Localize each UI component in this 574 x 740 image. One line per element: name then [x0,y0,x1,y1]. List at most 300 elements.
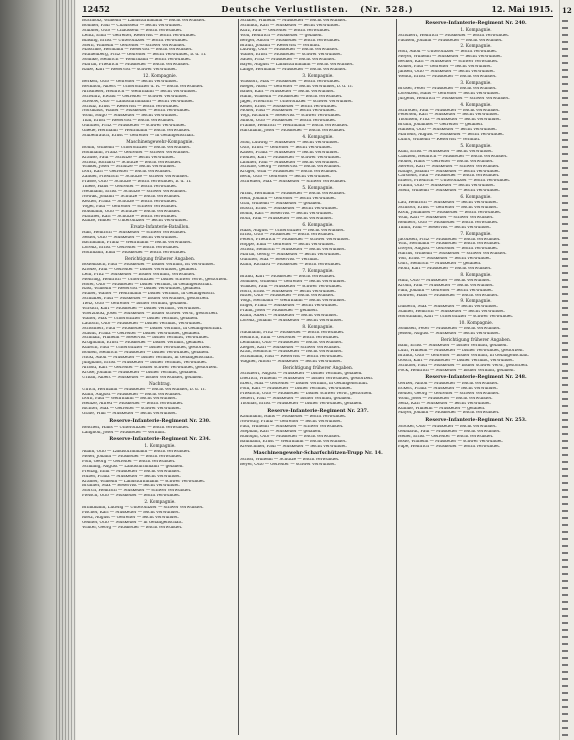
adjacent-text-fragment [562,111,568,113]
casualty-entry: Mayer, Johann — Musketier — leicht verwundet. [398,411,500,416]
casualty-entry: Berger, Anton — Musketier — leicht verwundet. [240,38,341,43]
casualty-entry: Kurz, Paul — Gefreiter — leicht verwundet. [240,28,331,33]
casualty-entry: Richter, Max — Gefreiter — schwer verwundet. [82,407,181,412]
casualty-entry: Vogt, Richard — Reservist — schwer verwundet. [240,114,342,119]
casualty-entry: Geißler, Otto — Musketier — in Gefangenschaft. [82,520,183,525]
casualty-entry: Jacobsen, Fritz — Musketier — leicht verwundet. [398,237,501,242]
adjacent-text-fragment [562,727,568,729]
casualty-entry: Neumann, Ernst — Schütze — schwer verwundet. [82,190,187,194]
casualty-entry: Wolf, Heinrich — Musketier — gefallen. [240,33,323,38]
company-heading: 3. Kompagnie. [460,80,492,86]
adjacent-text-fragment [562,391,568,393]
adjacent-text-fragment [562,321,568,323]
casualty-entry: Hansen, Otto — Musketier — leicht verwundet. [398,128,497,133]
casualty-entry: Zander, Friedrich — Schütze — schwer verwundet. [82,175,189,180]
casualty-entry: Storch, Heinrich — Musketier — schwer verwundet. [82,489,192,494]
casualty-entry: Jürgens, Heinrich — Musketier — schwer verwundet. [398,96,510,101]
casualty-entry: Tietz, Otto — Gefreiter — bisher vermißt, gefallen. [82,302,188,307]
casualty-entry: Kettler, Franz — Schütze — leicht verwundet. [82,199,178,204]
adjacent-text-fragment [562,608,568,610]
casualty-entry: Wendt, Ernst — Musketier — leicht verwundet. [398,74,497,79]
casualty-entry: Lentz, Emil — Gefreiter, Reservist — leicht verwundet. [82,33,197,38]
adjacent-text-fragment [562,566,568,568]
casualty-entry: Rieger, Adolf — Gefreiter — leicht verwundet, b. d. Tr. [240,84,353,89]
adjacent-text-fragment [562,146,568,148]
casualty-entry: Engel, Franz — Musketier — leicht verwundet. [240,304,338,309]
adjacent-text-fragment [562,377,568,379]
casualty-entry: Wolff, Josef — Musketier — leicht verwundet. [398,396,493,401]
adjacent-text-fragment [562,573,568,575]
casualty-entry: Reuter, Georg — Gefreiter — schwer verwundet. [398,391,500,396]
adjacent-text-fragment [562,692,568,694]
casualty-entry: Wulf, Karl — Musketier — schwer verwundet. [398,215,494,220]
casualty-entry: Sönksen, Peter — Musketier — leicht verwundet. [398,327,501,332]
casualty-entry: Pietsch, Otto — Musketier — leicht verwundet. [82,494,181,499]
casualty-entry: Reimers, Otto — Musketier — leicht verwundet. [398,220,499,225]
casualty-entry: Petersen, Karl — Musketier — leicht verwundet. [398,113,499,118]
adjacent-text-fragment [562,293,568,295]
adjacent-text-fragment [562,720,568,722]
casualty-entry: Krüger, Willi — Musketier — leicht verwundet. [240,170,338,175]
casualty-entry: Kühl, Ernst — Musketier — leicht verwundet. [398,149,493,154]
adjacent-text-fragment [562,223,568,225]
adjacent-text-fragment [562,468,568,470]
casualty-entry: Ludwig, Otto — Musketier — leicht verwundet. [240,48,339,53]
adjacent-text-fragment [562,174,568,176]
casualty-entry: Staudt, Franz — Gefreiter — bisher verwundet, gefallen. [82,331,201,336]
casualty-entry: Adam, Otto — Landsturmmann — leicht verwundet. [82,450,191,455]
adjacent-text-fragment [562,531,568,533]
casualty-entry: Claußen, Heinrich — Musketier — leicht verwundet. [398,154,508,159]
casualty-entry: Rudolph, Otto — Musketier — leicht verwundet. [240,434,341,439]
casualty-entry: Hinz, Otto — Musketier — leicht verwundet. [398,278,491,283]
company-heading: 1. Kompagnie. [144,444,176,450]
adjacent-text-fragment [562,706,568,708]
casualty-entry: Heinrich, Emil — Gefreiter — leicht verwundet. [240,335,340,340]
casualty-entry: Rietz, August — Gefreiter — leicht verwundet. [82,515,179,520]
casualty-entry: Walter, Ernst — Musketier — schwer verwundet. [240,53,342,58]
casualty-entry: Reckhoff, Albert — Unteroffizier d. R. — leicht verwundet. [82,84,204,89]
adjacent-text-fragment [562,405,568,407]
casualty-entry: Frahm, Otto — Musketier — leicht verwundet. [398,184,495,189]
regiment-heading: Reserve-Infanterie-Regiment Nr. 230. [109,418,211,425]
adjacent-text-fragment [562,398,568,400]
casualty-entry: Prasse, Otto — Schütze — leicht verwundet, b. d. Tr. [82,180,192,185]
regiment-heading: Reserve-Infanterie-Regiment Nr. 240. [425,20,527,26]
company-heading: 5. Kompagnie. [302,186,334,192]
company-heading: Nachtrag. [149,381,171,387]
casualty-entry: Schönherr, Paul — Musketier — bisher vermißt, in Gefangenschaft. [82,326,223,331]
casualty-entry: Lorenz, Johann — Musketier — leicht verwundet. [240,318,343,323]
casualty-entry: Stephan, Karl — Musketier — gefallen. [240,429,322,434]
adjacent-text-fragment [562,20,568,22]
adjacent-text-fragment [562,587,568,589]
casualty-entry: Meyer, Wilhelm — Musketier — leicht verwundet. [398,55,502,60]
column-divider [396,19,397,735]
adjacent-text-fragment [562,272,568,274]
column-1 [82,19,238,735]
adjacent-text-fragment [562,685,568,687]
casualty-entry: Lorenzen, Hans — Gefreiter — leicht verwundet. [398,91,500,96]
casualty-entry: Harms, Wilhelm — Musketier — schwer verwundet. [398,252,507,257]
regiment-heading: Maschinengewehr-Scharfschützen-Trupp Nr. 14. [253,450,383,457]
company-heading: 2. Kompagnie. [460,44,492,50]
adjacent-text-fragment [562,699,568,701]
casualty-entry: Bachmann, Franz — Wehrmann — leicht verwundet. [82,241,192,246]
casualty-entry: Lorenz, Ernst — Gefreiter — leicht verwundet. [82,246,180,251]
adjacent-text-fragment [562,510,568,512]
adjacent-text-fragment [562,342,568,344]
adjacent-text-fragment [562,209,568,211]
casualty-entry: Busch, Ernst — Musketier — leicht verwundet. [240,206,338,211]
casualty-entry: Bauer, Karl — Musketier — leicht verwundet. [240,89,335,94]
adjacent-text-fragment [562,664,568,666]
casualty-entry: Urban, Albert — Musketier — bisher verwundet, gefallen. [82,375,203,380]
company-heading: 8. Kompagnie. [302,324,334,330]
adjacent-text-fragment [562,76,568,78]
casualty-entry: Kühn, Albert — Musketier — leicht verwundet. [240,314,338,319]
casualty-entry: Kunze, Walter — Unteroffizier — leicht verwundet. [82,219,188,224]
adjacent-text-fragment [562,48,568,50]
casualty-entry: Thal, Ernst — Reservist — leicht verwundet. [82,119,175,124]
casualty-entry: Fock, Heinrich — Musketier — bisher vermißt, gefallen. [398,368,515,373]
casualty-entry: Ohrt, Heinrich — Musketier — gefallen. [398,262,482,267]
casualty-entry: Paul, Wilhelm — Musketier — schwer verwundet. [240,424,344,429]
casualty-entry: Bayer, August — Landsturmmann — leicht verwundet. [240,63,354,68]
casualty-entry: Graf, Wilhelm — Musketier — gefallen. [240,201,322,206]
casualty-entry: Bohlen, Heinrich — Musketier — bisher verwundet, gefallen. [82,351,210,356]
casualty-entry: Schilling, August — Landsturmmann — gefallen. [82,464,184,469]
casualty-entry: Brinkmann, Ludwig — Unteroffizier — schwer verwundet. [82,506,204,511]
casualty-entry: Dreyer, August — Gefreiter — leicht verwundet. [398,247,499,252]
adjacent-page-number: 12 [562,6,572,15]
casualty-entry: Roth, Paul — Musketier — leicht verwundet. [240,216,333,221]
casualty-entry: Rabe, Karl — Reservist — schwer verwundet. [82,68,177,73]
adjacent-text-fragment [562,27,568,29]
casualty-entry: Grafe, Willi — Musketier — leicht verwundet. [82,412,177,417]
adjacent-text-fragment [562,258,568,260]
casualty-entry: Nickl, Adolf — Musketier — bisher vermißt, in Gefangenschaft. [82,356,214,361]
issue-date: 12. Mai 1915. [491,4,553,14]
casualty-entry: Müller, Walter — Wehrmann — bisher vermißt, in Gefangensch. [82,292,215,297]
adjacent-text-fragment [562,734,568,736]
casualty-entry: Wilsdorf, Max — Musketier — leicht verwundet. [240,79,341,84]
casualty-entry: Arnold, Karl — Gefreiter — bisher schwer verwundet, gestorben. [82,365,218,370]
regiment-heading: Reserve-Infanterie-Regiment Nr. 253. [425,417,527,424]
casualty-entry: Schnabel, Paul — Musketier — bisher verwundet, gestorben. [82,297,210,302]
casualty-entry: Böhm, Karl — Reservist — leicht verwundet. [240,211,333,216]
company-heading: Berichtigung früherer Angaben. [282,366,354,372]
adjacent-text-fragment [562,629,568,631]
casualty-entry: Lautsch, Otto — Musketier — bisher vermißt, verwundet. [82,321,202,326]
casualty-entry: Lehmann, Otto — Musketier — leicht verwundet. [240,340,343,345]
casualty-entry: Horn, Ernst — Musketier — leicht verwundet. [240,289,336,294]
casualty-entry: Schulz, Ernst — Reservist — leicht verwundet. [82,104,180,109]
adjacent-text-fragment [562,370,568,372]
adjacent-text-fragment [562,559,568,561]
company-heading: 4. Kompagnie. [460,102,492,108]
adjacent-text-fragment [562,552,568,554]
casualty-entry: Lüth, Wilhelm — Musketier — bisher verwundet, gestorben. [398,348,524,353]
casualty-entry: Pohl, Karl — Musketier — bisher vermißt, verwundet. [240,386,353,391]
adjacent-text-fragment [562,384,568,386]
adjacent-text-fragment [562,356,568,358]
casualty-entry: Kock, Johannes — Musketier — leicht verwundet. [398,210,502,215]
casualty-entry: Kretschmer, Paul — Musketier — leicht verwundet. [240,444,347,449]
casualty-entry: Stamer, Heinrich — Musketier — leicht verwundet. [398,310,505,315]
casualty-entry: Krohn, Paul — Musketier — leicht verwundet. [398,283,494,288]
casualty-entry: Thiele, Hans — Gefreiter — leicht verwundet. [82,185,178,190]
adjacent-text-fragment [562,454,568,456]
casualty-entry: Winkel, Josef — Schütze — leicht verwundet. [82,165,176,170]
adjacent-text-fragment [562,97,568,99]
casualty-entry: Kuhn, Richard — Musketier — leicht verwundet. [240,262,342,267]
adjacent-text-fragment [562,118,568,120]
casualty-entry: Nowak, Johann — Schütze — leicht verwundet. [82,194,181,199]
company-heading: 10. Kompagnie. [458,321,494,327]
casualty-entry: Bodenbach, Paul — Musketier — bisher vermißt, ist verwundet. [82,262,215,267]
casualty-entry: Martin, Georg — Musketier — leicht verwundet. [240,253,341,258]
casualty-entry: Buchholz, Wilhelm — Landsturmmann — leicht verwundet. [82,19,206,23]
casualty-entry: Vogel, Paul — Gefreiter — schwer verwundet. [82,204,178,209]
adjacent-text-fragment [562,461,568,463]
casualty-entry: Peters, Friedrich — Musketier — schwer verwundet. [240,238,350,243]
casualty-entry: Eckert, Franz — Musketier — leicht verwundet. [398,386,498,391]
casualty-entry: Baumann, Ernst — Wehrmann — leicht verwundet. [240,439,347,444]
casualty-entry: Walter, Max — Unteroffizier — bisher vermißt, gefallen. [82,316,199,321]
regiment-heading: Reserve-Infanterie-Regiment Nr. 234. [109,436,211,443]
casualty-entry: Maschke, Hermann — Reservist — leicht verwundet. [82,48,193,53]
casualty-entry: Krugmann, Ernst — Musketier — bisher vermißt, gefallen. [82,341,205,346]
adjacent-text-fragment [562,412,568,414]
casualty-entry: Ernst, Otto — Musketier — leicht verwundet. [240,233,335,238]
adjacent-text-fragment [562,160,568,162]
casualty-entry: Thomas, Ernst — Musketier — bisher verwundet, gefallen. [240,401,363,406]
casualty-entry: Paulsen, Johann — Musketier — leicht verwundet. [398,38,503,43]
casualty-entry: Stubenrauch, Ernst — Gefreiter — in Gefangenschaft. [82,133,195,138]
casualty-entry: Heller, Ernst — Gefreiter — leicht verwundet. [398,434,494,439]
adjacent-text-fragment [562,713,568,715]
adjacent-text-fragment [562,440,568,442]
casualty-entry: Keller, Ernst — Musketier — leicht verwundet. [240,104,338,109]
casualty-entry: Berkelt, Otto — Gefreiter — leicht verwundet. [82,79,178,84]
adjacent-text-fragment [562,622,568,624]
casualty-entry: Hartmann, Josef — Musketier — leicht verwundet. [240,129,346,134]
company-heading: Ersatz-Infanterie-Bataillon. [130,225,190,231]
casualty-entry: Otto, Ernst — Gefreiter — leicht verwundet. [240,145,332,150]
casualty-entry: Nowotny, Franz — Gefreiter — leicht verwundet. [240,420,342,425]
casualty-entry: Winkler, Paul — Musketier — schwer verwundet. [240,284,343,289]
casualty-entry: Schubert, August — Musketier — bisher vermißt, gefallen. [240,372,363,377]
column-2 [240,19,396,735]
casualty-entry: Möller, Paul — Musketier — leicht verwundet. [240,109,337,114]
adjacent-text-fragment [562,307,568,309]
casualty-entry: Rathje, Johann — Musketier — leicht verwundet. [398,169,501,174]
casualty-entry: Schmalz, Wilhelm — Reservist — bisher vermißt, verwundet. [82,336,210,341]
casualty-entry: Ehlers, Friedrich — Unteroffizier — leicht verwundet. [398,179,511,184]
casualty-entry: Hoff, Adolf — Unteroffizier — leicht verwundet. [398,50,498,55]
adjacent-text-fragment [562,363,568,365]
casualty-entry: Wolff, Hugo — Musketier — leicht verwundet. [82,114,178,119]
company-heading: 7. Kompagnie. [460,231,492,237]
casualty-entry: Schäfer, Wilhelm — Musketier — leicht verwundet. [240,19,347,23]
casualty-entry: Rohwer, Hans — Musketier — leicht verwundet. [398,293,499,298]
adjacent-text-fragment [562,104,568,106]
adjacent-text-fragment [562,671,568,673]
adjacent-text-fragment [562,153,568,155]
casualty-entry: Gebhardt, Paul — Musketier — leicht verwundet. [398,429,501,434]
regiment-heading: Reserve-Infanterie-Regiment Nr. 248. [425,374,527,381]
casualty-entry: Ebert, Max — Gefreiter — bisher vermißt, in Gefangenschaft. [240,382,369,386]
adjacent-text-fragment [562,650,568,652]
adjacent-text-fragment [562,69,568,71]
adjacent-text-fragment [562,265,568,267]
casualty-entry: Junghans, Ernst — Musketier — bisher vermißt, verwundet. [82,361,208,365]
casualty-entry: Brandt, Otto — Gefreiter — bisher vermißt, in Gefangenschaft. [398,353,530,358]
adjacent-text-fragment [562,300,568,302]
adjacent-page-edge [559,0,574,740]
company-heading: 2. Kompagnie. [144,500,176,506]
adjacent-text-fragment [562,55,568,57]
company-heading: 4. Kompagnie. [302,134,334,140]
page-edges [56,0,76,740]
casualty-entry: Kruse, Johann — Musketier — bisher vermißt, gefallen. [82,370,198,375]
adjacent-text-fragment [562,538,568,540]
adjacent-text-fragment [562,489,568,491]
casualty-entry: Haas, August — Unteroffizier — leicht verwundet. [240,228,345,233]
casualty-entry: Günther, Max — Reservist — vermißt. [240,257,320,262]
casualty-entry: Jäger, Friedrich — Unteroffizier — schwer verwundet. [240,99,353,104]
adjacent-text-fragment [562,328,568,330]
casualty-entry: Langhoff, Josef — Musketier — vermißt. [82,430,166,435]
adjacent-text-fragment [562,41,568,43]
casualty-entry: Bahr, Ernst — Musketier — bisher vermißt, gefallen. [398,344,508,348]
casualty-entry: Simon, Otto — Musketier — leicht verwundet. [240,119,337,124]
header-rule [82,16,553,17]
casualty-entry: Gosch, Karl — Musketier — bisher vermißt, verwundet. [398,358,514,363]
casualty-entry: Stern, Wilhelm — Gefreiter — schwer verwundet. [82,43,186,48]
adjacent-text-fragment [562,643,568,645]
casualty-entry: Arndt, Hermann — Musketier — leicht verwundet. [240,192,346,197]
casualty-entry: Köhler, Paul — Gefreiter — leicht verwundet. [398,65,492,70]
adjacent-text-fragment [562,181,568,183]
adjacent-text-fragment [562,90,568,92]
column-3 [398,19,554,735]
casualty-entry: Hoppe, Emil — Gefreiter — leicht verwundet. [240,243,335,248]
casualty-entry: Kraft, Heinrich — Musketier — leicht verwundet. [240,350,343,355]
adjacent-text-fragment [562,195,568,197]
page-number: 12452 [82,4,110,14]
company-heading: 6. Kompagnie. [302,222,334,228]
casualty-entry: Schlüter, Paul — Musketier — bisher schwer verw., gestorben. [398,363,529,368]
casualty-entry: Frank, Josef — Musketier — gefallen. [240,309,318,314]
adjacent-text-fragment [562,615,568,617]
casualty-entry: Nordhaus, Walter — Musketier — leicht verwundet. [82,109,191,114]
casualty-entry: Brunner, Max — Reservist — leicht verwundet. [82,484,180,489]
casualty-entry: Schulte, Georg — Reservist — leicht verwundet. [240,165,341,170]
adjacent-text-fragment [562,419,568,421]
adjacent-text-fragment [562,202,568,204]
casualty-entry: Möller, Hans — Gefreiter — leicht verwundet. [398,159,494,164]
page-header [82,4,553,16]
company-heading: 9. Kompagnie. [460,299,492,305]
casualty-entry: Ulrich, Hermann — Musketier — leicht verwundet, b. d. Tr. [82,387,206,392]
regiment-heading: Reserve-Infanterie-Regiment Nr. 237. [267,407,369,414]
adjacent-text-fragment [562,349,568,351]
casualty-entry: Winter, Georg — Musketier — leicht verwundet. [82,525,183,530]
casualty-entry: Kuhnle, Wilhelm — Musketier — gefallen. [398,406,486,411]
casualty-entry: Stoll, Ludwig — Musketier — leicht verwundet. [240,140,339,145]
casualty-entry: Stehr, Wilhelm — Musketier — leicht verwundet. [398,189,500,194]
casualty-entry: Martens, August — Musketier — leicht verwundet. [398,133,505,138]
casualty-entry: Söhnke, Heinrich — Wehrmann — leicht verwundet. [82,58,192,63]
casualty-entry: Scholz, Richard — Schütze — leicht verwundet. [82,160,182,165]
adjacent-text-fragment [562,251,568,253]
casualty-entry: Schnoor, Ernst — Gefreiter — leicht verwundet. [398,205,498,210]
casualty-entry: Dibbern, Max — Musketier — leicht verwundet. [398,305,498,310]
casualty-entry: Thomsen, Fritz — Musketier — leicht verwundet. [398,118,501,123]
casualty-entry: Höfer, Otto — Musketier — bisher vermißt, in Gefangenschaft. [82,282,213,287]
casualty-entry: Schmidt, Karl — Musketier — leicht verwundet. [240,23,340,28]
casualty-entry: Schreiber, Max — Musketier — schwer verwundet. [240,180,347,185]
casualty-entry: Braun, Johann — Reservist — vermißt. [240,43,321,48]
newspaper-page [76,0,559,740]
casualty-entry: Reichelt, Hans — Unteroffizier — leicht verwundet. [82,425,190,430]
adjacent-text-fragment [562,678,568,680]
adjacent-text-fragment [562,503,568,505]
company-heading: Berichtigung früherer Angaben. [124,256,196,262]
casualty-entry: Brand, Karl — Musketier — leicht verwundet. [240,274,336,279]
company-heading: Maschinengewehr-Kompagnie. [126,139,194,145]
edition-number: (Nr. 528.) [360,4,414,14]
adjacent-text-fragment [562,279,568,281]
company-heading: 3. Kompagnie. [302,73,334,79]
casualty-entry: Bohm, Wilhelm — Unteroffizier — leicht verwundet. [82,145,191,150]
casualty-entry: Böhmer, Paul — Chausseur — leicht verwundet. [82,23,182,28]
adjacent-text-fragment [562,636,568,638]
casualty-entry: Horstmann, Karl — Unteroffizier — schwer verwundet. [398,315,514,320]
casualty-entry: Schön, Wilhelm — Schütze — leicht verwundet. [240,458,340,463]
casualty-entry: Jansen, Otto — Musketier — leicht verwundet. [398,70,495,75]
casualty-entry: Hoffmann, Emil — Musketier — leicht verwundet. [82,250,187,255]
adjacent-text-fragment [562,237,568,239]
adjacent-text-fragment [562,244,568,246]
casualty-entry: Schubert, Heinrich — Musketier — leicht verwundet. [398,33,510,38]
casualty-entry: Fischer, Karl — Musketier — leicht verwundet. [82,511,180,516]
casualty-entry: Lührs, Wilhelm — Reservist — vermißt. [398,138,481,142]
company-heading: 6. Kompagnie. [460,195,492,201]
casualty-entry: Schröder, Paul — Musketier — leicht verwundet. [398,108,500,113]
adjacent-text-fragment [562,594,568,596]
casualty-entry: Bläsing, Ernst — Unteroffizier — leicht verwundet. [82,38,189,43]
casualty-entry: Dietrich, Wilhelm — Musketier — bisher verwundet, gestorben. [240,377,373,382]
casualty-entry: Pfeiffer, Karl — Musketier — schwer verwundet. [240,155,341,160]
casualty-entry: Voß, Ernst — Musketier — leicht verwundet. [398,257,492,262]
adjacent-text-fragment [562,426,568,428]
casualty-entry: Stübner, Otto — Chausseur — leicht verwundet. [82,28,183,33]
casualty-entry: Stöcker, Otto — Musketier — leicht verwundet. [398,424,497,429]
casualty-entry: Voigt, Hermann — Wehrmann — leicht verwundet. [240,299,346,304]
adjacent-text-fragment [562,580,568,582]
casualty-entry: Lange, Hermann — Musketier — leicht verwundet. [240,68,347,73]
casualty-entry: Meier, Johann — Musketier — leicht verwundet. [82,454,183,459]
company-heading: Berichtigung früherer Angaben. [440,338,512,343]
casualty-entry: Krause, Paul — Schütze — leicht verwundet. [82,155,175,160]
casualty-entry: Wirsich, Karl — Musketier — bisher vermißt, verwundet. [82,307,201,312]
casualty-entry: Strelow, Otto — Landsturmmann — leicht verwundet. [82,99,194,104]
casualty-entry: Kaufmann, Hans — Musketier — leicht verwundet. [240,415,347,420]
adjacent-text-fragment [562,216,568,218]
